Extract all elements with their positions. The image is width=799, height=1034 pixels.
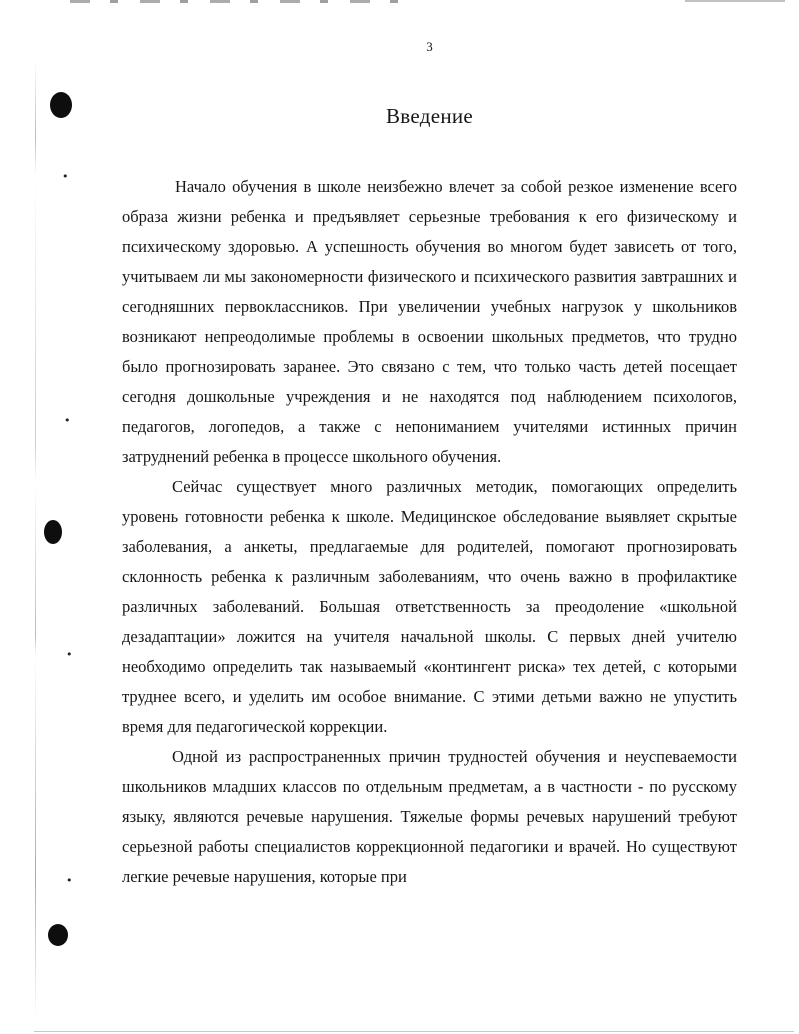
scan-artifact-left-edge [35, 60, 36, 1020]
page-number: 3 [426, 39, 433, 54]
paragraph: Сейчас существует много различных методик, помогающих определить уровень готовности ребенка к школе. Медицинское обследование выявляет скрытые заболевания, а анкеты, предлагаемые для родителей, помогают прогнозировать склонность ребенка к различным заболеваниям, что очень важно в профилактике различных заболеваний. Большая ответственность за преодоление «школьной дезадаптации» ложится на учителя начальной школы. С первых дней учителю необходимо определить так называемый «контингент риска» тех детей, с которыми труднее всего, и уделить им особое внимание. С этими детьми важно не упустить время для педагогической коррекции. [122, 477, 737, 736]
scan-speck: • [66, 648, 73, 661]
scan-artifact-top [70, 0, 410, 3]
scan-speck: • [66, 874, 73, 887]
scan-artifact-top-right [685, 0, 785, 2]
page-title: Введение [385, 104, 474, 128]
scan-speck: • [62, 170, 69, 183]
binder-hole-mark [48, 924, 68, 946]
binder-hole-mark [44, 520, 62, 544]
document-body [122, 172, 737, 892]
paragraph: Одной из распространенных причин трудностей обучения и неуспеваемости школьников младших классов по отдельным предметам, а в частности - по русскому языку, являются речевые нарушения. Тяжелые формы речевых нарушений требуют серьезной работы специалистов коррекционной педагогики и врачей. Но существуют легкие речевые нарушения, которые при [122, 747, 737, 886]
paragraph: Начало обучения в школе неизбежно влечет за собой резкое изменение всего образа жизни ребенка и предъявляет серьезные требования к его физическому и психическому здоровью. А успешность обучения во многом будет зависеть от того, учитываем ли мы закономерности физического и психического развития завтрашних и сегодняшних первоклассников. При увеличении учебных нагрузок у школьников возникают непреодолимые проблемы в освоении школьных предметов, что трудно было прогнозировать заранее. Это связано с тем, что только часть детей посещает сегодня дошкольные учреждения и не находятся под наблюдением психологов, педагогов, логопедов, а также с непониманием учителями истинных причин затруднений ребенка в процессе школьного обучения. [122, 177, 737, 466]
scan-artifact-bottom-edge [34, 1031, 794, 1032]
scan-speck: • [64, 414, 71, 427]
